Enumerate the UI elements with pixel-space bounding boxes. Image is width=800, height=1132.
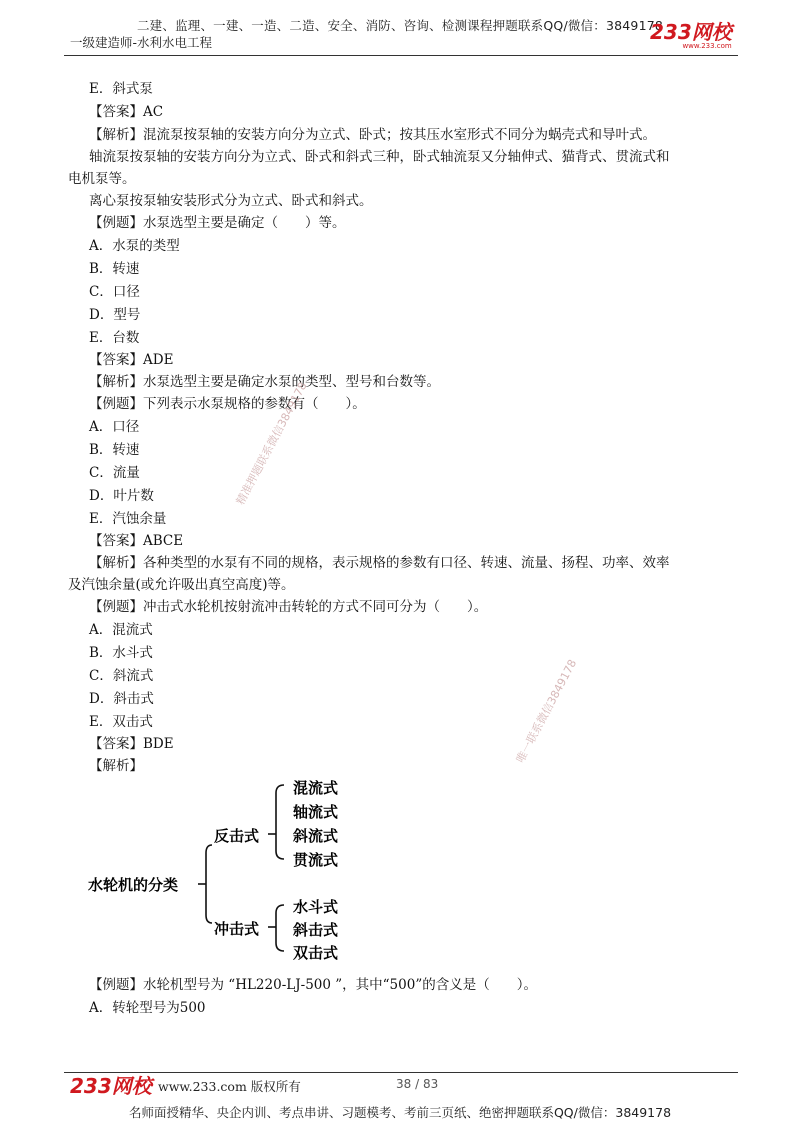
analysis-line: 【解析】	[89, 758, 143, 774]
option-line: E．双击式	[89, 714, 153, 730]
answer-line: 【答案】ABCE	[89, 533, 184, 549]
watermark-text: 精准押题联系微信3849178	[233, 379, 310, 508]
answer-line: 【答案】BDE	[89, 736, 174, 752]
option-line: A．混流式	[89, 622, 153, 638]
branch-item: 轴流式	[293, 803, 339, 821]
branch-label: 反击式	[214, 827, 260, 845]
text-line: 电机泵等。	[68, 171, 136, 187]
option-line: C．口径	[89, 284, 140, 300]
turbine-classification-diagram	[88, 773, 358, 965]
branch-item: 混流式	[293, 779, 339, 797]
watermark-text: 唯一联系微信3849178	[513, 657, 580, 766]
footer-site-text: www.233.com 版权所有	[158, 1079, 301, 1094]
option-line: A．转轮型号为500	[89, 1000, 206, 1016]
option-line: C．斜流式	[89, 668, 154, 684]
analysis-line: 【解析】各种类型的水泵有不同的规格，表示规格的参数有口径、转速、流量、扬程、功率、效率	[89, 555, 670, 571]
option-line: E．台数	[89, 330, 140, 346]
header-divider	[64, 55, 738, 56]
document-subtitle: 一级建造师-水利水电工程	[70, 35, 213, 50]
branch-item: 水斗式	[293, 898, 339, 916]
logo-url: www.233.com	[682, 42, 732, 50]
branch-item: 贯流式	[293, 851, 339, 869]
option-line: D．叶片数	[89, 488, 154, 504]
branch-item: 斜击式	[293, 921, 339, 939]
option-line: B．转速	[89, 261, 140, 277]
footer-divider	[64, 1072, 738, 1073]
diagram-root: 水轮机的分类	[88, 876, 179, 894]
branch-item: 斜流式	[293, 827, 339, 845]
analysis-line: 【解析】水泵选型主要是确定水泵的类型、型号和台数等。	[89, 374, 440, 390]
header-promo-text: 二建、监理、一建、一造、二造、安全、消防、咨询、检测课程押题联系QQ/微信：3849178	[136, 18, 664, 33]
branch-item: 双击式	[293, 944, 339, 962]
footer-promo-text: 名师面授精华、央企内训、考点串讲、习题模考、考前三页纸、绝密押题联系QQ/微信：3849178	[128, 1105, 672, 1120]
text-line: 轴流泵按泵轴的安装方向分为立式、卧式和斜式三种，卧式轴流泵又分轴伸式、猫背式、贯流式和	[89, 149, 670, 165]
option-line: A．水泵的类型	[89, 238, 180, 254]
text-line: E．斜式泵	[89, 81, 153, 97]
option-line: B．水斗式	[89, 645, 153, 661]
option-line: A．口径	[89, 419, 140, 435]
question-line: 【例题】水泵选型主要是确定（ ）等。	[89, 215, 346, 231]
question-line: 【例题】下列表示水泵规格的参数有（ ）。	[89, 396, 366, 412]
analysis-line: 【解析】混流泵按泵轴的安装方向分为立式、卧式；按其压水室形式不同分为蜗壳式和导叶式。	[89, 127, 656, 143]
logo-233-header	[650, 22, 732, 50]
branch-label: 冲击式	[214, 920, 260, 938]
logo-text: 233网校	[650, 20, 732, 44]
option-line: E．汽蚀余量	[89, 511, 167, 527]
option-line: D．型号	[89, 307, 141, 323]
answer-line: 【答案】ADE	[89, 352, 174, 368]
page-number: 38 / 83	[396, 1077, 439, 1091]
question-line: 【例题】冲击式水轮机按射流冲击转轮的方式不同可分为（ ）。	[89, 599, 488, 615]
text-line: 离心泵按泵轴安装形式分为立式、卧式和斜式。	[89, 193, 373, 209]
option-line: D．斜击式	[89, 691, 154, 707]
text-line: 及汽蚀余量(或允许吸出真空高度)等。	[68, 577, 295, 593]
logo-233-footer: 233网校	[70, 1074, 152, 1098]
answer-line: 【答案】AC	[89, 104, 164, 120]
question-line: 【例题】水轮机型号为 “HL220-LJ-500 ”，其中“500”的含义是（ ）。	[89, 977, 537, 993]
option-line: B．转速	[89, 442, 140, 458]
option-line: C．流量	[89, 465, 140, 481]
